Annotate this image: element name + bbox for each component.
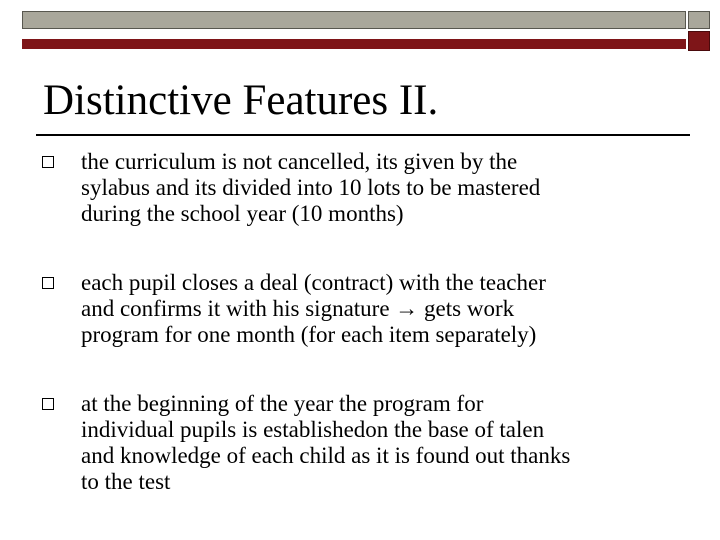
bullet-text: each pupil closes a deal (contract) with the teacher and confirms it with his signature → gets work program for one month (for each item separately) [81, 270, 546, 347]
gray-header-bar [22, 11, 686, 29]
square-bullet-icon [42, 156, 54, 168]
square-bullet-icon [42, 398, 54, 410]
red-header-bar [22, 39, 686, 49]
square-bullet-icon [42, 277, 54, 289]
slide-title: Distinctive Features II. [43, 77, 439, 124]
bullet-text: the curriculum is not cancelled, its given by the sylabus and its divided into 10 lots to be mastered during the school year (10 months) [81, 149, 541, 226]
bullet-text: at the beginning of the year the program for individual pupils is establishedon the base of talen and knowledge of each child as it is found out thanks to the test [81, 391, 571, 494]
title-underline [36, 134, 690, 136]
red-corner-square [688, 31, 710, 51]
header-decoration [22, 11, 712, 41]
gray-corner-square [688, 11, 710, 29]
